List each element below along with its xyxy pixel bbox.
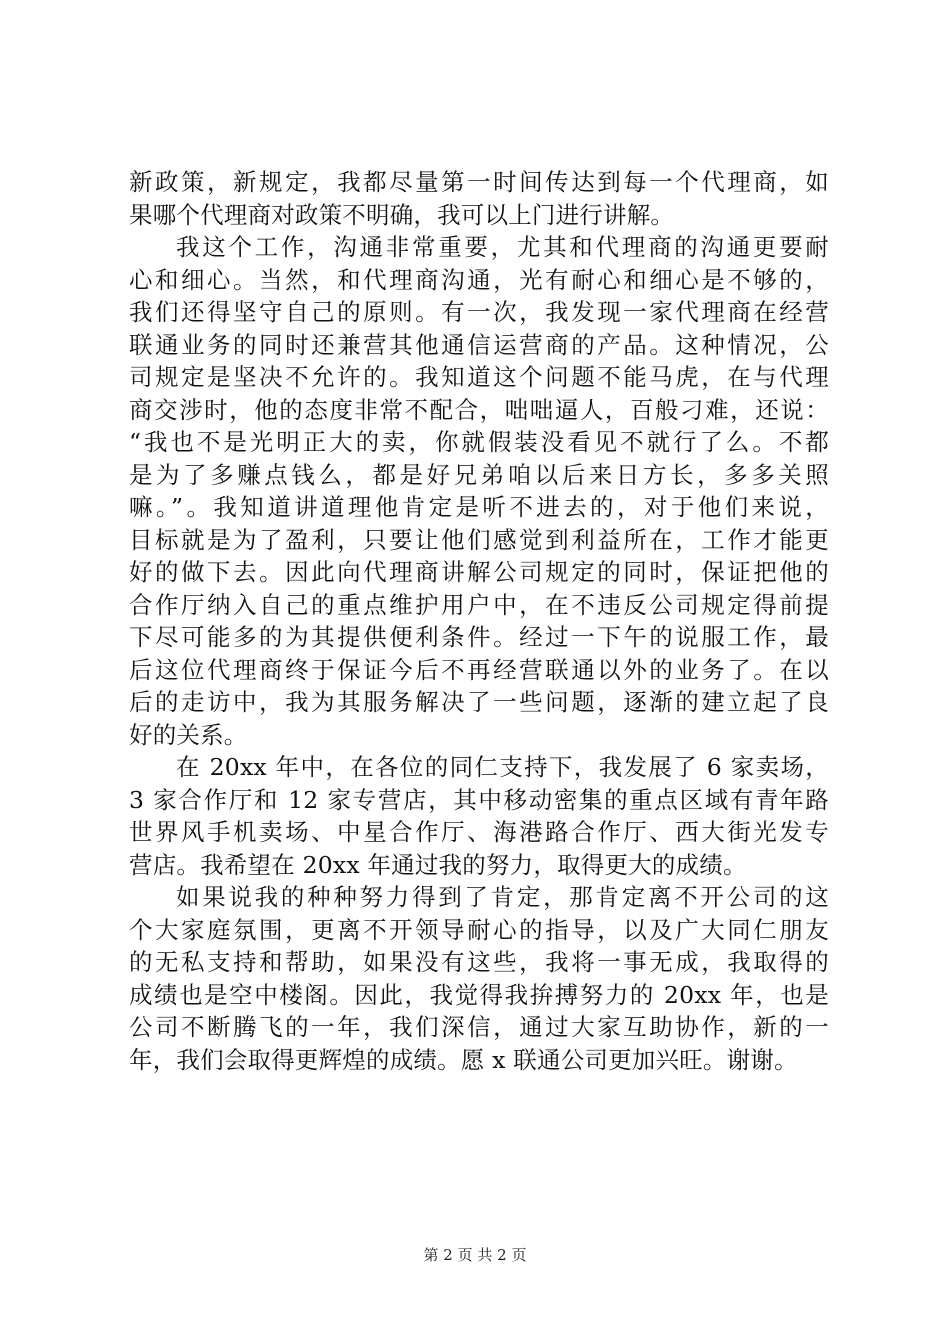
text-line: 如果说我的种种努力得到了肯定，那肯定离不开公司的这 (176, 883, 829, 911)
text-line: 营店。我希望在 20xx 年通过我的努力，取得更大的成绩。 (129, 850, 747, 879)
text-line: 联通业务的同时还兼营其他通信运营商的产品。这种情况，公 (129, 330, 829, 359)
text-line: 个大家庭氛围，更离不开领导耐心的指导，以及广大同仁朋友 (129, 915, 829, 944)
text-line: 司规定是坚决不允许的。我知道这个问题不能马虎，在与代理 (129, 363, 829, 391)
text-line: 年，我们会取得更辉煌的成绩。愿 x 联通公司更加兴旺。谢谢。 (129, 1045, 798, 1074)
text-line: 我这个工作，沟通非常重要，尤其和代理商的沟通更要耐 (176, 233, 829, 261)
text-line: 后的走访中，我为其服务解决了一些问题，逐渐的建立起了良 (129, 688, 829, 716)
text-line: 的无私支持和帮助，如果没有这些，我将一事无成，我取得的 (129, 948, 829, 976)
text-line: 新政策，新规定，我都尽量第一时间传达到每一个代理商，如 (129, 168, 829, 196)
text-line: 在 20xx 年中，在各位的同仁支持下，我发展了 6 家卖场， (176, 753, 829, 781)
text-line: 公司不断腾飞的一年，我们深信，通过大家互助协作，新的一 (129, 1013, 829, 1041)
text-line: 成绩也是空中楼阁。因此，我觉得我拚搏努力的 20xx 年，也是 (129, 980, 829, 1009)
text-line: 合作厅纳入自己的重点维护用户中，在不违反公司规定得前提 (129, 590, 829, 619)
text-line: 好的做下去。因此向代理商讲解公司规定的同时，保证把他的 (129, 558, 829, 586)
text-line: 商交涉时，他的态度非常不配合，咄咄逼人，百般刁难，还说： (129, 395, 829, 424)
text-line: 我们还得坚守自己的原则。有一次，我发现一家代理商在经营 (129, 298, 829, 326)
text-line: 3 家合作厅和 12 家专营店，其中移动密集的重点区域有青年路 (129, 785, 829, 814)
text-line: 嘛。”。我知道讲道理他肯定是听不进去的，对于他们来说， (129, 493, 829, 521)
text-line: 心和细心。当然，和代理商沟通，光有耐心和细心是不够的， (129, 265, 829, 294)
text-line: 是为了多赚点钱么，都是好兄弟咱以后来日方长，多多关照 (129, 460, 829, 489)
text-line: 目标就是为了盈利，只要让他们感觉到利益所在，工作才能更 (129, 525, 829, 554)
document-body (129, 166, 829, 1076)
text-line: 果哪个代理商对政策不明确，我可以上门进行讲解。 (129, 200, 675, 229)
text-line: 好的关系。 (129, 720, 248, 749)
text-line: 世界风手机卖场、中星合作厅、海港路合作厅、西大街光发专 (129, 818, 829, 846)
text-line: “我也不是光明正大的卖，你就假装没看见不就行了么。不都 (129, 428, 829, 456)
text-line: 下尽可能多的为其提供便利条件。经过一下午的说服工作，最 (129, 623, 829, 651)
text-line: 后这位代理商终于保证今后不再经营联通以外的业务了。在以 (129, 655, 829, 684)
page-footer: 第 2 页 共 2 页 (423, 1246, 527, 1264)
